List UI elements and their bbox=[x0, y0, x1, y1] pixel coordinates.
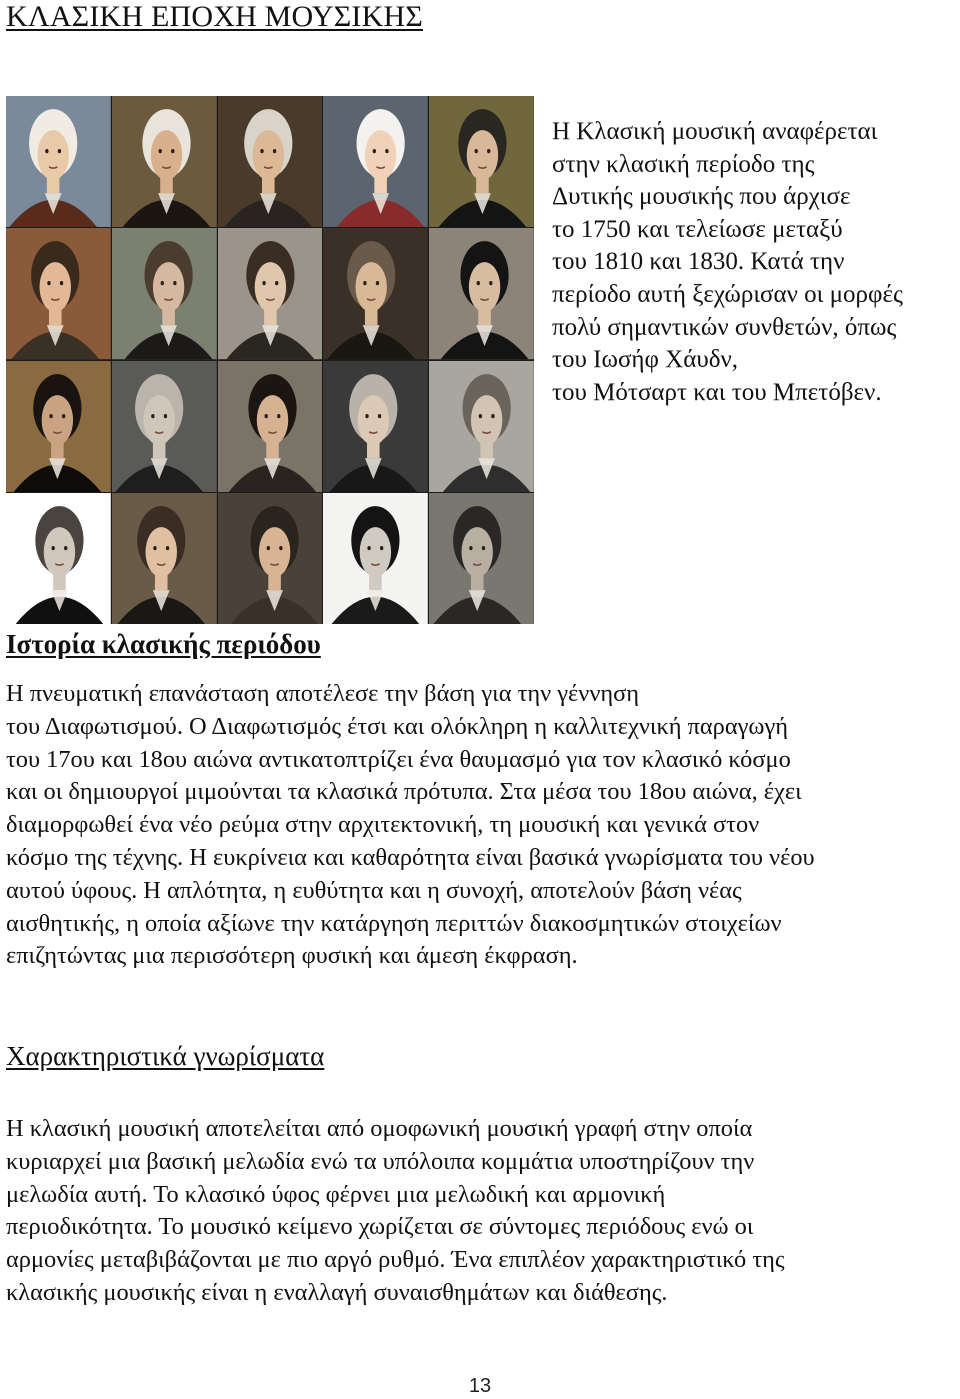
composer-portrait bbox=[429, 493, 534, 624]
intro-line: πολύ σημαντικών συνθετών, όπως bbox=[552, 313, 897, 341]
features-heading: Χαρακτηριστικά γνωρίσματα bbox=[6, 1041, 325, 1071]
composer-portrait bbox=[6, 493, 111, 624]
composer-portrait bbox=[218, 493, 323, 624]
history-line: αυτού ύφους. Η απλότητα, η ευθύτητα και η συνοχή, αποτελούν βάση νέας bbox=[6, 876, 742, 904]
composer-portrait bbox=[323, 228, 428, 359]
history-line: Η πνευματική επανάσταση αποτέλεσε την βάση για την γέννηση bbox=[6, 680, 640, 707]
composer-portrait bbox=[429, 96, 534, 227]
intro-line: στην κλασική περίοδο της bbox=[552, 150, 815, 178]
history-line: επιζητώντας μια περισσότερη φυσική και άμεση έκφραση. bbox=[6, 942, 578, 970]
composer-portrait bbox=[218, 361, 323, 492]
history-paragraph bbox=[6, 678, 956, 973]
intro-line: το 1750 και τελείωσε μεταξύ bbox=[552, 215, 843, 243]
history-line: αισθητικής, η οποία αξίωνε την κατάργηση περιττών διακοσμητικών στοιχείων bbox=[6, 909, 782, 937]
composer-portrait bbox=[112, 228, 217, 359]
composer-portrait bbox=[323, 361, 428, 492]
composer-portrait bbox=[218, 96, 323, 227]
history-line: διαμορφωθεί ένα νέο ρεύμα στην αρχιτεκτονική, τη μουσική και γενικά στον bbox=[6, 811, 760, 839]
intro-line: του Μότσαρτ και του Μπετόβεν. bbox=[552, 378, 882, 406]
composer-portrait bbox=[6, 96, 111, 227]
composer-portrait-collage bbox=[6, 96, 534, 624]
history-line: κόσμο της τέχνης. Η ευκρίνεια και καθαρότητα είναι βασικά γνωρίσματα του νέου bbox=[6, 843, 815, 871]
history-line: και οι δημιουργοί μιμούνται τα κλασικά πρότυπα. Στα μέσα του 18ου αιώνα, έχει bbox=[6, 778, 802, 806]
page-number: 13 bbox=[468, 1375, 492, 1397]
history-heading: Ιστορία κλασικής περιόδου bbox=[6, 629, 321, 659]
composer-portrait bbox=[323, 96, 428, 227]
intro-line: Η Κλασική μουσική αναφέρεται bbox=[552, 118, 878, 145]
composer-portrait bbox=[218, 228, 323, 359]
composer-portrait bbox=[6, 361, 111, 492]
composer-portrait bbox=[112, 96, 217, 227]
history-line: του 17ου και 18ου αιώνα αντικατοπτρίζει ένα θαυμασμό για τον κλασικό κόσμο bbox=[6, 745, 791, 773]
features-line: κυριαρχεί μια βασική μελωδία ενώ τα υπόλοιπα κομμάτια υποστηρίζουν την bbox=[6, 1147, 755, 1175]
page-title: ΚΛΑΣΙΚΗ ΕΠΟΧΗ ΜΟΥΣΙΚΗΣ bbox=[6, 0, 424, 33]
features-line: μελωδία αυτή. Το κλασικό ύφος φέρνει μια μελωδική και αρμονική bbox=[6, 1180, 666, 1208]
features-paragraph bbox=[6, 1113, 956, 1310]
features-line: αρμονίες μεταβιβάζονται με πιο αργό ρυθμό. Ένα επιπλέον χαρακτηριστικό της bbox=[6, 1246, 785, 1274]
intro-line: του 1810 και 1830. Κατά την bbox=[552, 248, 845, 276]
history-line: του Διαφωτισμού. Ο Διαφωτισμός έτσι και ολόκληρη η καλλιτεχνική παραγωγή bbox=[6, 712, 788, 740]
features-line: περιοδικότητα. Το μουσικό κείμενο χωρίζεται σε σύντομες περιόδους ενώ οι bbox=[6, 1213, 754, 1241]
features-line: κλασικής μουσικής είναι η εναλλαγή συναισθημάτων και διάθεσης. bbox=[6, 1278, 668, 1306]
intro-line: περίοδο αυτή ξεχώρισαν οι μορφές bbox=[552, 280, 903, 308]
intro-line: του Ιωσήφ Χάυδν, bbox=[552, 346, 739, 374]
composer-portrait bbox=[6, 228, 111, 359]
composer-portrait bbox=[112, 493, 217, 624]
features-line: Η κλασική μουσική αποτελείται από ομοφωνική μουσική γραφή στην οποία bbox=[6, 1115, 753, 1142]
composer-portrait bbox=[429, 361, 534, 492]
intro-paragraph bbox=[552, 116, 952, 409]
intro-line: Δυτικής μουσικής που άρχισε bbox=[552, 183, 851, 211]
composer-portrait bbox=[323, 493, 428, 624]
composer-portrait bbox=[429, 228, 534, 359]
composer-portrait bbox=[112, 361, 217, 492]
